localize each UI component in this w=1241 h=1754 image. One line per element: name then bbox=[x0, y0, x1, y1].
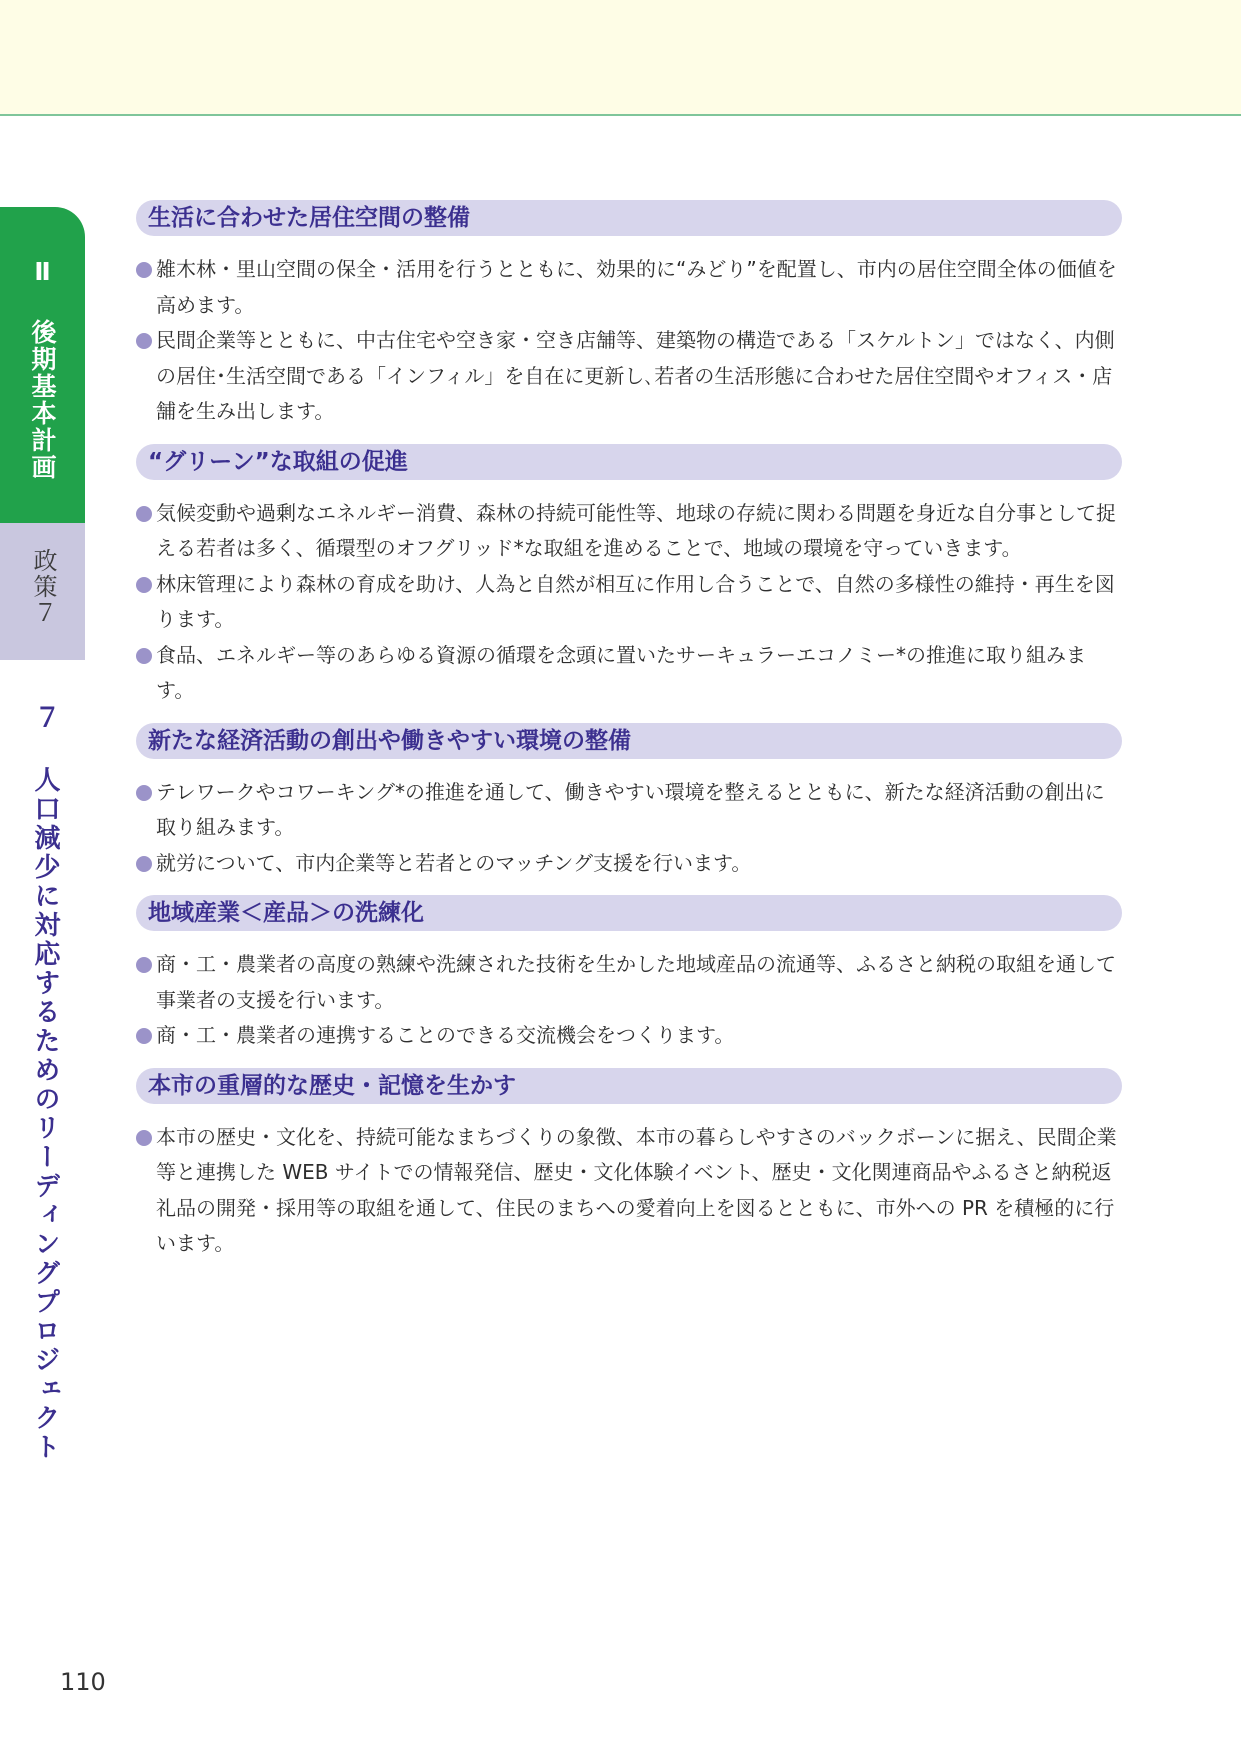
bullet-dot-icon bbox=[136, 333, 152, 349]
list-item-text: 本市の歴史・文化を、持続可能なまちづくりの象徴、本市の暮らしやすさのバックボーンに据え、民間企業等と連携した WEB サイトでの情報発信、歴史・文化体験イベント、歴史・文化関連商品やふるさと納税返礼品の開発・採用等の取組を通して、住民のまちへの愛着向上を図るとともに、市外への PR を積極的に行います。 bbox=[156, 1124, 1117, 1255]
list-item-text: テレワークやコワーキング*の推進を通して、働きやすい環境を整えるとともに、新たな経済活動の創出に取り組みます。 bbox=[156, 779, 1105, 839]
list-item-text: 雑木林・里山空間の保全・活用を行うとともに、効果的に“みどり”を配置し、市内の居住空間全体の価値を高めます。 bbox=[156, 257, 1117, 317]
bullet-dot-icon bbox=[136, 577, 152, 593]
list-item bbox=[136, 1018, 1122, 1054]
list-item bbox=[136, 846, 1122, 882]
page-number: 110 bbox=[60, 1668, 106, 1696]
section-heading: “グリーン”な取組の促進 bbox=[136, 444, 1122, 480]
section-green-initiatives bbox=[136, 444, 1122, 709]
project-title-vertical: ７ 人口減少に対応するためのリーディングプロジェクト bbox=[30, 704, 60, 1462]
list-item bbox=[136, 775, 1122, 846]
bullet-dot-icon bbox=[136, 506, 152, 522]
section-heading: 生活に合わせた居住空間の整備 bbox=[136, 200, 1122, 236]
list-item-text: 食品、エネルギー等のあらゆる資源の循環を念頭に置いたサーキュラーエコノミー*の推進に取り組みます。 bbox=[156, 642, 1086, 702]
list-item bbox=[136, 252, 1122, 323]
list-item-text: 商・工・農業者の連携することのできる交流機会をつくります。 bbox=[156, 1023, 735, 1047]
chapter-tab-label: Ⅱ 後期基本計画 bbox=[28, 257, 57, 481]
policy-tab-label: 政策７ bbox=[29, 548, 57, 626]
top-header-band bbox=[0, 0, 1241, 116]
list-item bbox=[136, 323, 1122, 430]
main-content bbox=[136, 200, 1122, 1262]
section-local-industry bbox=[136, 895, 1122, 1054]
list-item-text: 気候変動や過剰なエネルギー消費、森林の持続可能性等、地球の存続に関わる問題を身近な自分事として捉える若者は多く、循環型のオフグリッド*な取組を進めることで、地域の環境を守っていきます。 bbox=[156, 500, 1116, 560]
list-item bbox=[136, 496, 1122, 567]
section-living-space bbox=[136, 200, 1122, 430]
bullet-dot-icon bbox=[136, 856, 152, 872]
list-item bbox=[136, 638, 1122, 709]
section-heading: 地域産業＜産品＞の洗練化 bbox=[136, 895, 1122, 931]
bullet-dot-icon bbox=[136, 648, 152, 664]
bullet-dot-icon bbox=[136, 957, 152, 973]
section-heading: 本市の重層的な歴史・記憶を生かす bbox=[136, 1068, 1122, 1104]
list-item bbox=[136, 567, 1122, 638]
section-history bbox=[136, 1068, 1122, 1262]
bullet-dot-icon bbox=[136, 785, 152, 801]
bullet-dot-icon bbox=[136, 262, 152, 278]
list-item-text: 民間企業等とともに、中古住宅や空き家・空き店舗等、建築物の構造である「スケルトン」ではなく、内側の居住･生活空間である「インフィル」を自在に更新し､若者の生活形態に合わせた居住空間やオフィス・店舗を生み出します。 bbox=[156, 328, 1115, 423]
section-economic-activity bbox=[136, 723, 1122, 882]
list-item-text: 就労について、市内企業等と若者とのマッチング支援を行います。 bbox=[156, 850, 752, 875]
bullet-dot-icon bbox=[136, 1028, 152, 1044]
bullet-dot-icon bbox=[136, 1130, 152, 1146]
list-item-text: 商・工・農業者の高度の熟練や洗練された技術を生かした地域産品の流通等、ふるさと納税の取組を通して事業者の支援を行います。 bbox=[156, 952, 1116, 1012]
list-item-text: 林床管理により森林の育成を助け、人為と自然が相互に作用し合うことで、自然の多様性の維持・再生を図ります。 bbox=[156, 571, 1115, 631]
list-item bbox=[136, 947, 1122, 1018]
list-item bbox=[136, 1120, 1122, 1262]
section-heading: 新たな経済活動の創出や働きやすい環境の整備 bbox=[136, 723, 1122, 759]
